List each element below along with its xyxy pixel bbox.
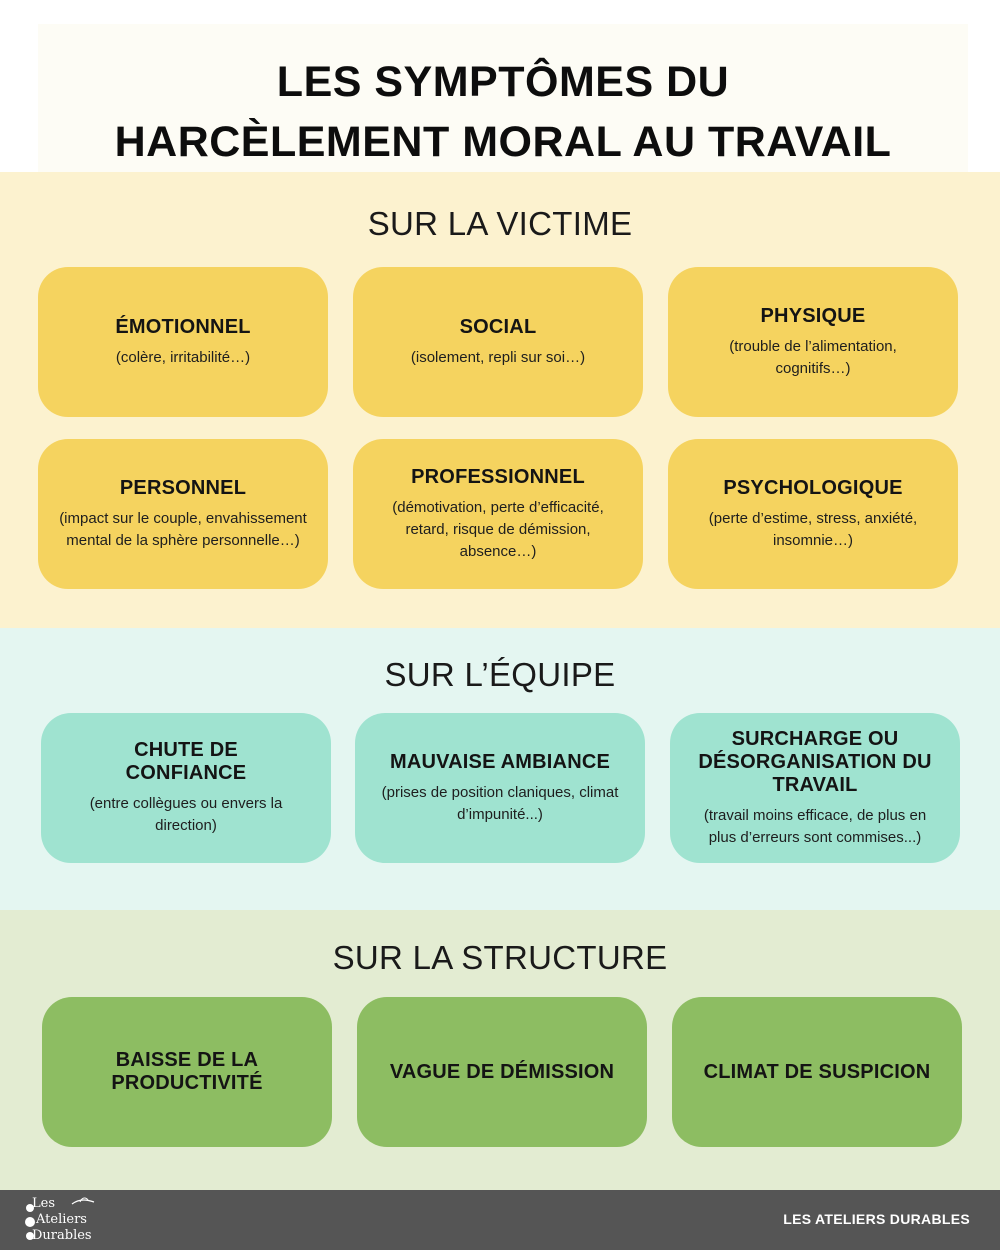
card-title: PROFESSIONNEL: [411, 465, 585, 488]
title-card: [38, 24, 968, 172]
page-title-line-1: LES SYMPTÔMES DU: [276, 58, 730, 106]
card-surcharge: [670, 713, 960, 863]
card-title: PERSONNEL: [119, 476, 247, 499]
card-title: VAGUE DE DÉMISSION: [389, 1060, 615, 1083]
card-title: ÉMOTIONNEL: [115, 315, 251, 338]
card-mauvaise-ambiance: [355, 713, 645, 863]
section-title-victime: SUR LA VICTIME: [367, 205, 633, 242]
card-description: (travail moins efficace, de plus en plus d’erreurs sont commises...): [703, 806, 927, 846]
card-psychologique: [668, 439, 958, 589]
card-title: PHYSIQUE: [760, 304, 866, 327]
card-description: (colère, irritabilité…): [115, 348, 251, 366]
card-description: (isolement, repli sur soi…): [410, 348, 586, 366]
logo-word-1: Les: [32, 1196, 55, 1211]
footer-brand: LES ATELIERS DURABLES: [783, 1211, 970, 1227]
section-equipe: [0, 628, 1000, 910]
brand-logo: [24, 1196, 104, 1244]
section-structure: [0, 910, 1000, 1190]
card-baisse-productivite: [42, 997, 332, 1147]
card-physique: [668, 267, 958, 417]
header: [0, 0, 1000, 172]
section-title-structure: SUR LA STRUCTURE: [332, 939, 668, 976]
logo-word-3: Durables: [32, 1228, 92, 1243]
footer: [0, 1190, 1000, 1250]
card-title: SOCIAL: [459, 315, 537, 338]
card-description: (perte d’estime, stress, anxiété, insomnie…): [708, 509, 918, 549]
card-emotionnel: [38, 267, 328, 417]
card-social: [353, 267, 643, 417]
card-description: (impact sur le couple, envahissement mental de la sphère personnelle…): [59, 509, 307, 549]
section-title-equipe: SUR L’ÉQUIPE: [384, 656, 616, 693]
card-title: MAUVAISE AMBIANCE: [389, 750, 611, 773]
card-climat-suspicion: [672, 997, 962, 1147]
card-title: SURCHARGE OU DÉSORGANISATION DU TRAVAIL: [698, 727, 932, 796]
card-title: CLIMAT DE SUSPICION: [703, 1060, 931, 1083]
card-description: (démotivation, perte d’efficacité, retard, risque de démission, absence…): [392, 498, 604, 560]
card-title: CHUTE DE CONFIANCE: [125, 739, 247, 784]
logo-word-2: Ateliers: [36, 1212, 87, 1227]
card-description: (entre collègues ou envers la direction): [89, 795, 283, 834]
page-title-line-2: HARCÈLEMENT MORAL AU TRAVAIL: [114, 118, 892, 166]
card-chute-de-confiance: [41, 713, 331, 863]
card-description: (trouble de l’alimentation, cognitifs…): [729, 337, 897, 377]
card-vague-demission: [357, 997, 647, 1147]
card-personnel: [38, 439, 328, 589]
card-title: BAISSE DE LA PRODUCTIVITÉ: [111, 1049, 263, 1094]
card-title: PSYCHOLOGIQUE: [723, 476, 903, 499]
card-professionnel: [353, 439, 643, 589]
section-victime: [0, 172, 1000, 628]
card-description: (prises de position claniques, climat d’impunité...): [381, 783, 619, 823]
